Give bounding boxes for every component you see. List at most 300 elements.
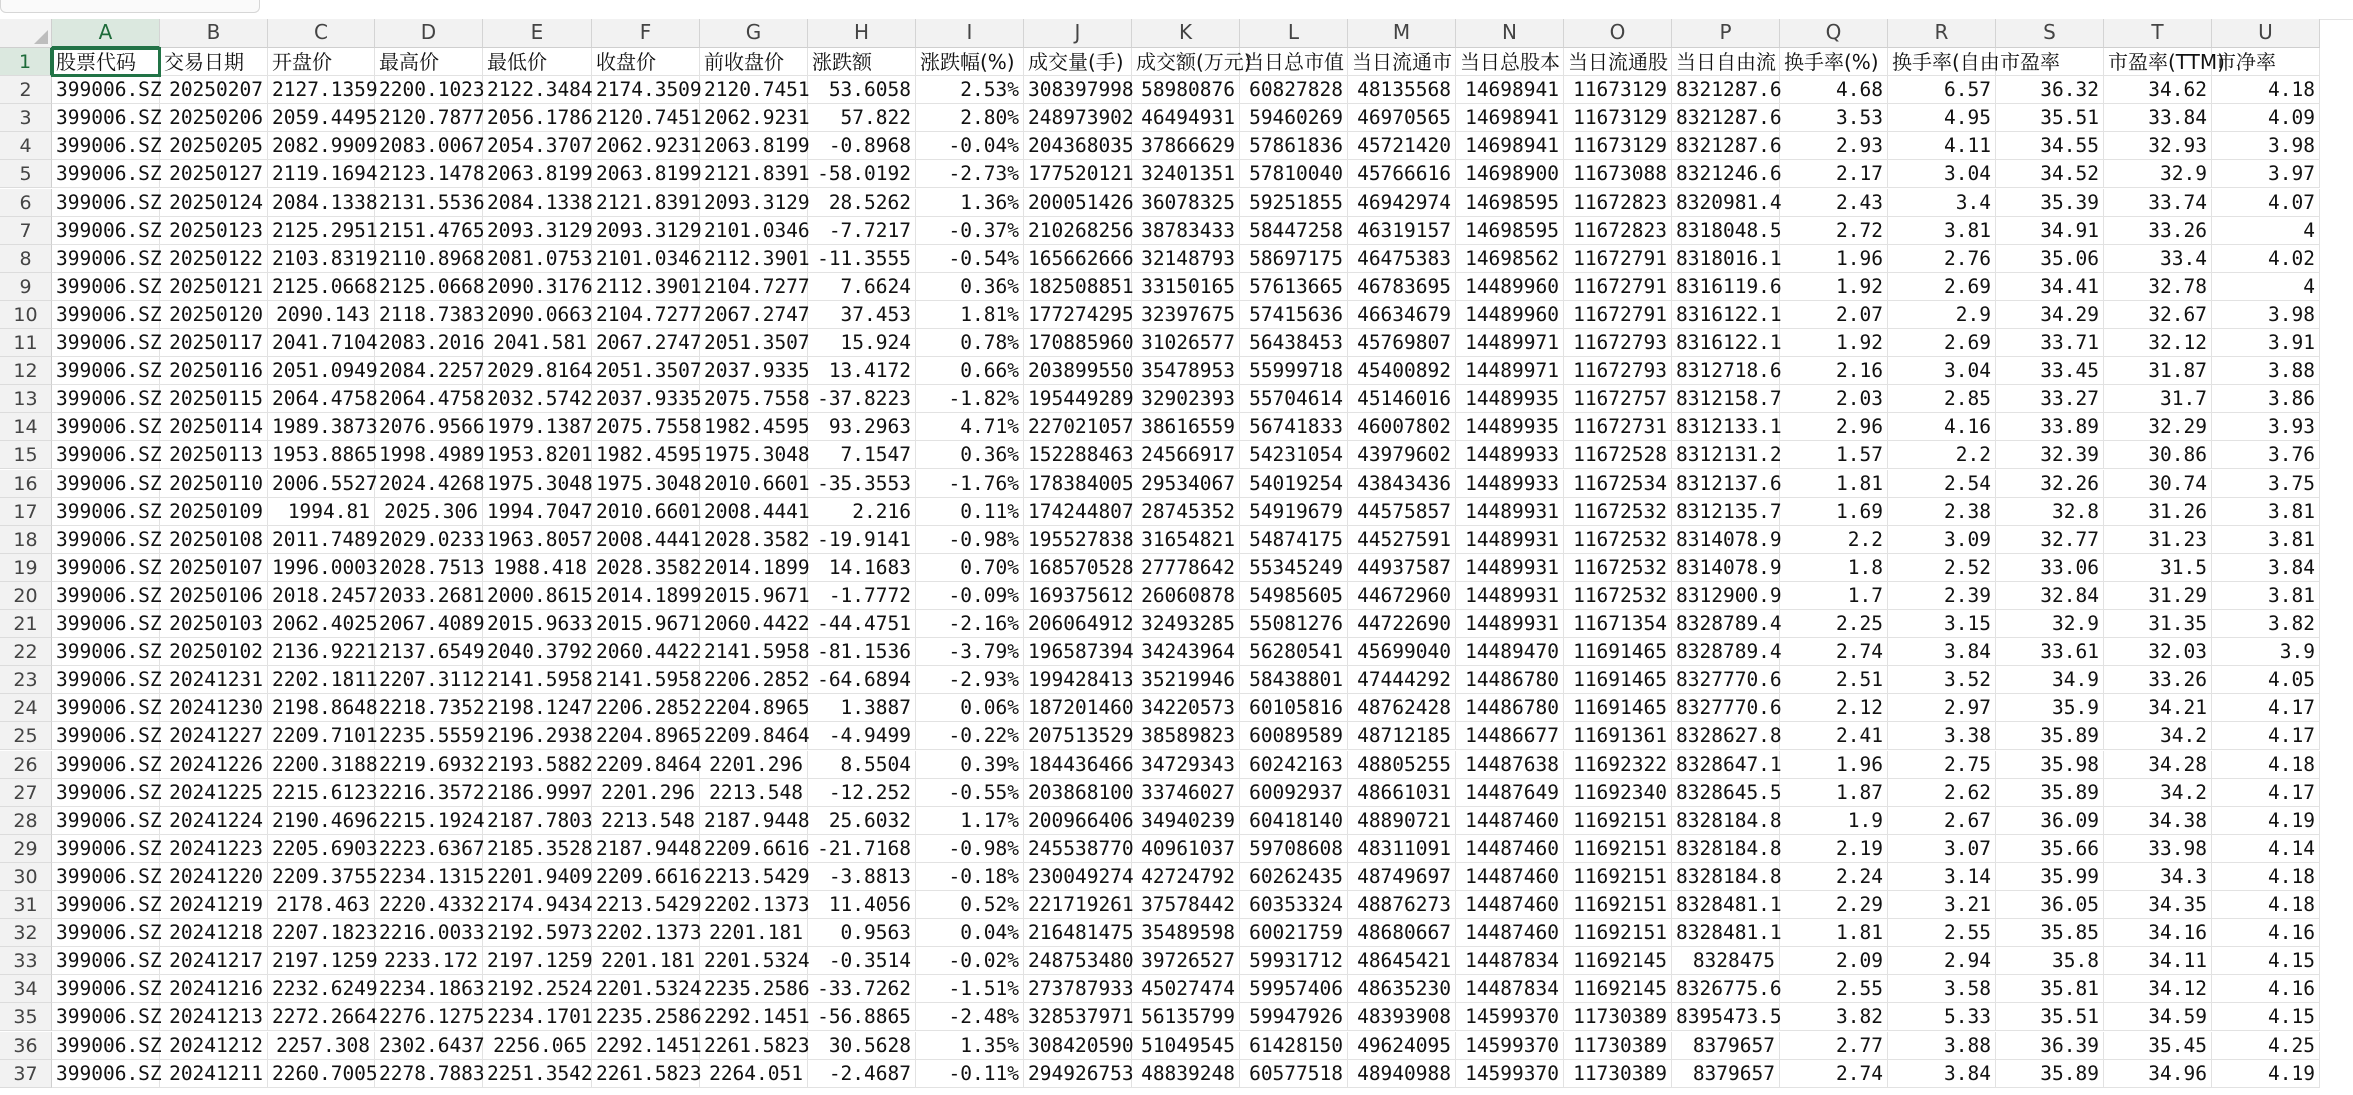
row-header-5[interactable]: 5 [0, 160, 52, 188]
cell-i9[interactable]: 0.36% [916, 273, 1024, 301]
cell-b26[interactable]: 20241226 [160, 751, 268, 779]
cell-l5[interactable]: 57810040 [1240, 160, 1348, 188]
cell-b8[interactable]: 20250122 [160, 245, 268, 273]
cell-i36[interactable]: 1.35% [916, 1032, 1024, 1060]
cell-j21[interactable]: 206064912 [1024, 610, 1132, 638]
cell-b4[interactable]: 20250205 [160, 132, 268, 160]
cell-q11[interactable]: 1.92 [1780, 329, 1888, 357]
cell-a2[interactable]: 399006.SZ [52, 76, 160, 104]
cell-l21[interactable]: 55081276 [1240, 610, 1348, 638]
cell-k11[interactable]: 31026577 [1132, 329, 1240, 357]
cell-f3[interactable]: 2120.7451 [592, 104, 700, 132]
cell-g32[interactable]: 2201.181 [700, 919, 808, 947]
cell-c29[interactable]: 2205.6903 [268, 835, 375, 863]
cell-h4[interactable]: -0.8968 [808, 132, 916, 160]
cell-s28[interactable]: 36.09 [1996, 807, 2104, 835]
cell-j29[interactable]: 245538770 [1024, 835, 1132, 863]
select-all-corner[interactable] [0, 19, 52, 48]
cell-a8[interactable]: 399006.SZ [52, 245, 160, 273]
row-header-37[interactable]: 37 [0, 1060, 52, 1088]
cell-b37[interactable]: 20241211 [160, 1060, 268, 1088]
cell-j2[interactable]: 308397998 [1024, 76, 1132, 104]
cell-u23[interactable]: 4.05 [2212, 666, 2320, 694]
cell-r34[interactable]: 3.58 [1888, 975, 1996, 1003]
cell-t19[interactable]: 31.5 [2104, 554, 2212, 582]
cell-g20[interactable]: 2015.9671 [700, 582, 808, 610]
cell-n7[interactable]: 14698595 [1456, 217, 1564, 245]
cell-h16[interactable]: -35.3553 [808, 470, 916, 498]
cell-d27[interactable]: 2216.3572 [375, 779, 483, 807]
cell-t6[interactable]: 33.74 [2104, 189, 2212, 217]
cell-t20[interactable]: 31.29 [2104, 582, 2212, 610]
cell-d29[interactable]: 2223.6367 [375, 835, 483, 863]
cell-p4[interactable]: 8321287.6 [1672, 132, 1780, 160]
cell-o19[interactable]: 11672532 [1564, 554, 1672, 582]
cell-o22[interactable]: 11691465 [1564, 638, 1672, 666]
column-header-h[interactable]: H [808, 19, 916, 48]
column-header-d[interactable]: D [375, 19, 483, 48]
cell-r4[interactable]: 4.11 [1888, 132, 1996, 160]
cell-e29[interactable]: 2185.3528 [483, 835, 592, 863]
cell-f8[interactable]: 2101.0346 [592, 245, 700, 273]
cell-a14[interactable]: 399006.SZ [52, 413, 160, 441]
cell-m1[interactable]: 当日流通市 [1348, 48, 1456, 76]
cell-o26[interactable]: 11692322 [1564, 751, 1672, 779]
cell-u36[interactable]: 4.25 [2212, 1032, 2320, 1060]
cell-e32[interactable]: 2192.5973 [483, 919, 592, 947]
cell-d1[interactable]: 最高价 [375, 48, 483, 76]
row-header-8[interactable]: 8 [0, 245, 52, 273]
column-header-a[interactable]: A [52, 19, 160, 48]
cell-a15[interactable]: 399006.SZ [52, 441, 160, 469]
row-header-3[interactable]: 3 [0, 104, 52, 132]
cell-p14[interactable]: 8312133.1 [1672, 413, 1780, 441]
cell-d21[interactable]: 2067.4089 [375, 610, 483, 638]
cell-g2[interactable]: 2120.7451 [700, 76, 808, 104]
cell-m2[interactable]: 48135568 [1348, 76, 1456, 104]
cell-c11[interactable]: 2041.7104 [268, 329, 375, 357]
cell-m21[interactable]: 44722690 [1348, 610, 1456, 638]
cell-u22[interactable]: 3.9 [2212, 638, 2320, 666]
cell-g28[interactable]: 2187.9448 [700, 807, 808, 835]
cell-n29[interactable]: 14487460 [1456, 835, 1564, 863]
cell-r37[interactable]: 3.84 [1888, 1060, 1996, 1088]
cell-o23[interactable]: 11691465 [1564, 666, 1672, 694]
cell-s32[interactable]: 35.85 [1996, 919, 2104, 947]
cell-f12[interactable]: 2051.3507 [592, 357, 700, 385]
cell-c7[interactable]: 2125.2951 [268, 217, 375, 245]
cell-k27[interactable]: 33746027 [1132, 779, 1240, 807]
cell-g19[interactable]: 2014.1899 [700, 554, 808, 582]
cell-q21[interactable]: 2.25 [1780, 610, 1888, 638]
cell-f20[interactable]: 2014.1899 [592, 582, 700, 610]
cell-b15[interactable]: 20250113 [160, 441, 268, 469]
cell-u2[interactable]: 4.18 [2212, 76, 2320, 104]
cell-d12[interactable]: 2084.2257 [375, 357, 483, 385]
cell-i13[interactable]: -1.82% [916, 385, 1024, 413]
cell-j37[interactable]: 294926753 [1024, 1060, 1132, 1088]
cell-m31[interactable]: 48876273 [1348, 891, 1456, 919]
cell-k6[interactable]: 36078325 [1132, 189, 1240, 217]
cell-p36[interactable]: 8379657 [1672, 1032, 1780, 1060]
cell-g7[interactable]: 2101.0346 [700, 217, 808, 245]
cell-j24[interactable]: 187201460 [1024, 694, 1132, 722]
cell-l35[interactable]: 59947926 [1240, 1003, 1348, 1031]
cell-d2[interactable]: 2200.1023 [375, 76, 483, 104]
cell-o29[interactable]: 11692151 [1564, 835, 1672, 863]
cell-f14[interactable]: 2075.7558 [592, 413, 700, 441]
cell-h25[interactable]: -4.9499 [808, 722, 916, 750]
cell-b25[interactable]: 20241227 [160, 722, 268, 750]
cell-p9[interactable]: 8316119.6 [1672, 273, 1780, 301]
row-header-4[interactable]: 4 [0, 132, 52, 160]
row-header-7[interactable]: 7 [0, 217, 52, 245]
cell-a27[interactable]: 399006.SZ [52, 779, 160, 807]
column-header-m[interactable]: M [1348, 19, 1456, 48]
cell-o37[interactable]: 11730389 [1564, 1060, 1672, 1088]
cell-b14[interactable]: 20250114 [160, 413, 268, 441]
row-header-17[interactable]: 17 [0, 498, 52, 526]
cell-p23[interactable]: 8327770.6 [1672, 666, 1780, 694]
cell-u17[interactable]: 3.81 [2212, 498, 2320, 526]
cell-r19[interactable]: 2.52 [1888, 554, 1996, 582]
cell-j3[interactable]: 248973902 [1024, 104, 1132, 132]
cell-l4[interactable]: 57861836 [1240, 132, 1348, 160]
cell-p2[interactable]: 8321287.6 [1672, 76, 1780, 104]
cell-g24[interactable]: 2204.8965 [700, 694, 808, 722]
cell-t4[interactable]: 32.93 [2104, 132, 2212, 160]
cell-f18[interactable]: 2008.4441 [592, 526, 700, 554]
column-header-k[interactable]: K [1132, 19, 1240, 48]
cell-h6[interactable]: 28.5262 [808, 189, 916, 217]
cell-f11[interactable]: 2067.2747 [592, 329, 700, 357]
cell-o9[interactable]: 11672791 [1564, 273, 1672, 301]
cell-i30[interactable]: -0.18% [916, 863, 1024, 891]
cell-k37[interactable]: 48839248 [1132, 1060, 1240, 1088]
cell-e2[interactable]: 2122.3484 [483, 76, 592, 104]
cell-a22[interactable]: 399006.SZ [52, 638, 160, 666]
cell-a30[interactable]: 399006.SZ [52, 863, 160, 891]
cell-r5[interactable]: 3.04 [1888, 160, 1996, 188]
cell-h9[interactable]: 7.6624 [808, 273, 916, 301]
cell-b13[interactable]: 20250115 [160, 385, 268, 413]
cell-f25[interactable]: 2204.8965 [592, 722, 700, 750]
cell-j18[interactable]: 195527838 [1024, 526, 1132, 554]
cell-a1[interactable]: 股票代码 [52, 48, 160, 76]
cell-l13[interactable]: 55704614 [1240, 385, 1348, 413]
cell-h10[interactable]: 37.453 [808, 301, 916, 329]
cell-q24[interactable]: 2.12 [1780, 694, 1888, 722]
cell-d26[interactable]: 2219.6932 [375, 751, 483, 779]
cell-k26[interactable]: 34729343 [1132, 751, 1240, 779]
cell-s11[interactable]: 33.71 [1996, 329, 2104, 357]
cell-u20[interactable]: 3.81 [2212, 582, 2320, 610]
cell-r36[interactable]: 3.88 [1888, 1032, 1996, 1060]
column-header-b[interactable]: B [160, 19, 268, 48]
cell-u4[interactable]: 3.98 [2212, 132, 2320, 160]
cell-l7[interactable]: 58447258 [1240, 217, 1348, 245]
cell-o1[interactable]: 当日流通股 [1564, 48, 1672, 76]
cell-r14[interactable]: 4.16 [1888, 413, 1996, 441]
cell-e33[interactable]: 2197.1259 [483, 947, 592, 975]
cell-p1[interactable]: 当日自由流 [1672, 48, 1780, 76]
cell-m35[interactable]: 48393908 [1348, 1003, 1456, 1031]
cell-n12[interactable]: 14489971 [1456, 357, 1564, 385]
cell-a26[interactable]: 399006.SZ [52, 751, 160, 779]
cell-j34[interactable]: 273787933 [1024, 975, 1132, 1003]
cell-k24[interactable]: 34220573 [1132, 694, 1240, 722]
cell-f33[interactable]: 2201.181 [592, 947, 700, 975]
cell-s27[interactable]: 35.89 [1996, 779, 2104, 807]
cell-t9[interactable]: 32.78 [2104, 273, 2212, 301]
cell-f19[interactable]: 2028.3582 [592, 554, 700, 582]
cell-l24[interactable]: 60105816 [1240, 694, 1348, 722]
cell-q22[interactable]: 2.74 [1780, 638, 1888, 666]
cell-k17[interactable]: 28745352 [1132, 498, 1240, 526]
row-header-26[interactable]: 26 [0, 751, 52, 779]
cell-b5[interactable]: 20250127 [160, 160, 268, 188]
cell-t36[interactable]: 35.45 [2104, 1032, 2212, 1060]
cell-p31[interactable]: 8328481.1 [1672, 891, 1780, 919]
cell-f36[interactable]: 2292.1451 [592, 1032, 700, 1060]
cell-d4[interactable]: 2083.0067 [375, 132, 483, 160]
cell-a6[interactable]: 399006.SZ [52, 189, 160, 217]
cell-m22[interactable]: 45699040 [1348, 638, 1456, 666]
cell-f7[interactable]: 2093.3129 [592, 217, 700, 245]
cell-k13[interactable]: 32902393 [1132, 385, 1240, 413]
cell-d35[interactable]: 2276.1275 [375, 1003, 483, 1031]
cell-r26[interactable]: 2.75 [1888, 751, 1996, 779]
cell-p29[interactable]: 8328184.8 [1672, 835, 1780, 863]
cell-c35[interactable]: 2272.2664 [268, 1003, 375, 1031]
cell-e24[interactable]: 2198.1247 [483, 694, 592, 722]
row-header-12[interactable]: 12 [0, 357, 52, 385]
row-header-11[interactable]: 11 [0, 329, 52, 357]
cell-d14[interactable]: 2076.9566 [375, 413, 483, 441]
cell-u34[interactable]: 4.16 [2212, 975, 2320, 1003]
cell-b11[interactable]: 20250117 [160, 329, 268, 357]
cell-l16[interactable]: 54019254 [1240, 470, 1348, 498]
cell-f28[interactable]: 2213.548 [592, 807, 700, 835]
cell-p21[interactable]: 8328789.4 [1672, 610, 1780, 638]
cell-r23[interactable]: 3.52 [1888, 666, 1996, 694]
row-header-20[interactable]: 20 [0, 582, 52, 610]
cell-m24[interactable]: 48762428 [1348, 694, 1456, 722]
cell-p30[interactable]: 8328184.8 [1672, 863, 1780, 891]
cell-l28[interactable]: 60418140 [1240, 807, 1348, 835]
cell-b19[interactable]: 20250107 [160, 554, 268, 582]
cell-j1[interactable]: 成交量(手) [1024, 48, 1132, 76]
cell-p26[interactable]: 8328647.1 [1672, 751, 1780, 779]
cell-m27[interactable]: 48661031 [1348, 779, 1456, 807]
cell-t28[interactable]: 34.38 [2104, 807, 2212, 835]
cell-g6[interactable]: 2093.3129 [700, 189, 808, 217]
cell-o28[interactable]: 11692151 [1564, 807, 1672, 835]
cell-n17[interactable]: 14489931 [1456, 498, 1564, 526]
cell-c27[interactable]: 2215.6123 [268, 779, 375, 807]
cell-e20[interactable]: 2000.8615 [483, 582, 592, 610]
cell-k8[interactable]: 32148793 [1132, 245, 1240, 273]
cell-c18[interactable]: 2011.7489 [268, 526, 375, 554]
cell-g23[interactable]: 2206.2852 [700, 666, 808, 694]
cell-e12[interactable]: 2029.8164 [483, 357, 592, 385]
cell-c16[interactable]: 2006.5527 [268, 470, 375, 498]
cell-d31[interactable]: 2220.4332 [375, 891, 483, 919]
cell-u18[interactable]: 3.81 [2212, 526, 2320, 554]
cell-a4[interactable]: 399006.SZ [52, 132, 160, 160]
cell-r22[interactable]: 3.84 [1888, 638, 1996, 666]
row-header-1[interactable]: 1 [0, 48, 52, 76]
cell-o33[interactable]: 11692145 [1564, 947, 1672, 975]
cell-m32[interactable]: 48680667 [1348, 919, 1456, 947]
cell-j11[interactable]: 170885960 [1024, 329, 1132, 357]
cell-p16[interactable]: 8312137.6 [1672, 470, 1780, 498]
cell-l15[interactable]: 54231054 [1240, 441, 1348, 469]
cell-q16[interactable]: 1.81 [1780, 470, 1888, 498]
cell-m34[interactable]: 48635230 [1348, 975, 1456, 1003]
cell-m3[interactable]: 46970565 [1348, 104, 1456, 132]
cell-d23[interactable]: 2207.3112 [375, 666, 483, 694]
cell-a21[interactable]: 399006.SZ [52, 610, 160, 638]
cell-t8[interactable]: 33.4 [2104, 245, 2212, 273]
cell-o35[interactable]: 11730389 [1564, 1003, 1672, 1031]
cell-g36[interactable]: 2261.5823 [700, 1032, 808, 1060]
cell-r33[interactable]: 2.94 [1888, 947, 1996, 975]
cell-q19[interactable]: 1.8 [1780, 554, 1888, 582]
cell-j30[interactable]: 230049274 [1024, 863, 1132, 891]
cell-c10[interactable]: 2090.143 [268, 301, 375, 329]
cell-c23[interactable]: 2202.1811 [268, 666, 375, 694]
cell-l1[interactable]: 当日总市值 [1240, 48, 1348, 76]
cell-d33[interactable]: 2233.172 [375, 947, 483, 975]
cell-m25[interactable]: 48712185 [1348, 722, 1456, 750]
cell-h12[interactable]: 13.4172 [808, 357, 916, 385]
cell-o3[interactable]: 11673129 [1564, 104, 1672, 132]
column-header-g[interactable]: G [700, 19, 808, 48]
cell-u30[interactable]: 4.18 [2212, 863, 2320, 891]
cell-k16[interactable]: 29534067 [1132, 470, 1240, 498]
cell-d17[interactable]: 2025.306 [375, 498, 483, 526]
cell-k30[interactable]: 42724792 [1132, 863, 1240, 891]
row-header-21[interactable]: 21 [0, 610, 52, 638]
cell-u14[interactable]: 3.93 [2212, 413, 2320, 441]
cell-e10[interactable]: 2090.0663 [483, 301, 592, 329]
cell-n36[interactable]: 14599370 [1456, 1032, 1564, 1060]
cell-t1[interactable]: 市盈率(TTM) [2104, 48, 2212, 76]
cell-r11[interactable]: 2.69 [1888, 329, 1996, 357]
cell-n14[interactable]: 14489935 [1456, 413, 1564, 441]
cell-n9[interactable]: 14489960 [1456, 273, 1564, 301]
cell-t14[interactable]: 32.29 [2104, 413, 2212, 441]
cell-g25[interactable]: 2209.8464 [700, 722, 808, 750]
cell-s13[interactable]: 33.27 [1996, 385, 2104, 413]
cell-i35[interactable]: -2.48% [916, 1003, 1024, 1031]
cell-f35[interactable]: 2235.2586 [592, 1003, 700, 1031]
cell-d13[interactable]: 2064.4758 [375, 385, 483, 413]
cell-p12[interactable]: 8312718.6 [1672, 357, 1780, 385]
cell-a13[interactable]: 399006.SZ [52, 385, 160, 413]
cell-i24[interactable]: 0.06% [916, 694, 1024, 722]
cell-p13[interactable]: 8312158.7 [1672, 385, 1780, 413]
cell-c8[interactable]: 2103.8319 [268, 245, 375, 273]
cell-o10[interactable]: 11672791 [1564, 301, 1672, 329]
column-header-p[interactable]: P [1672, 19, 1780, 48]
cell-n16[interactable]: 14489933 [1456, 470, 1564, 498]
cell-f16[interactable]: 1975.3048 [592, 470, 700, 498]
cell-k10[interactable]: 32397675 [1132, 301, 1240, 329]
cell-g4[interactable]: 2063.8199 [700, 132, 808, 160]
row-header-2[interactable]: 2 [0, 76, 52, 104]
cell-e25[interactable]: 2196.2938 [483, 722, 592, 750]
cell-e35[interactable]: 2234.1701 [483, 1003, 592, 1031]
cell-g10[interactable]: 2067.2747 [700, 301, 808, 329]
cell-s1[interactable]: 市盈率 [1996, 48, 2104, 76]
cell-o27[interactable]: 11692340 [1564, 779, 1672, 807]
cell-t30[interactable]: 34.3 [2104, 863, 2212, 891]
cell-h28[interactable]: 25.6032 [808, 807, 916, 835]
cell-a7[interactable]: 399006.SZ [52, 217, 160, 245]
cell-m23[interactable]: 47444292 [1348, 666, 1456, 694]
cell-n1[interactable]: 当日总股本 [1456, 48, 1564, 76]
cell-q2[interactable]: 4.68 [1780, 76, 1888, 104]
cell-j8[interactable]: 165662666 [1024, 245, 1132, 273]
cell-s17[interactable]: 32.8 [1996, 498, 2104, 526]
cell-h21[interactable]: -44.4751 [808, 610, 916, 638]
cell-c28[interactable]: 2190.4696 [268, 807, 375, 835]
cell-p15[interactable]: 8312131.2 [1672, 441, 1780, 469]
cell-q20[interactable]: 1.7 [1780, 582, 1888, 610]
cell-p19[interactable]: 8314078.9 [1672, 554, 1780, 582]
cell-s26[interactable]: 35.98 [1996, 751, 2104, 779]
cell-q25[interactable]: 2.41 [1780, 722, 1888, 750]
cell-i15[interactable]: 0.36% [916, 441, 1024, 469]
cell-m11[interactable]: 45769807 [1348, 329, 1456, 357]
cell-h34[interactable]: -33.7262 [808, 975, 916, 1003]
cell-t34[interactable]: 34.12 [2104, 975, 2212, 1003]
cell-s6[interactable]: 35.39 [1996, 189, 2104, 217]
cell-p11[interactable]: 8316122.1 [1672, 329, 1780, 357]
cell-t10[interactable]: 32.67 [2104, 301, 2212, 329]
cell-t27[interactable]: 34.2 [2104, 779, 2212, 807]
cell-e8[interactable]: 2081.0753 [483, 245, 592, 273]
cell-i12[interactable]: 0.66% [916, 357, 1024, 385]
cell-b10[interactable]: 20250120 [160, 301, 268, 329]
cell-f26[interactable]: 2209.8464 [592, 751, 700, 779]
cell-p24[interactable]: 8327770.6 [1672, 694, 1780, 722]
column-header-f[interactable]: F [592, 19, 700, 48]
cell-n4[interactable]: 14698941 [1456, 132, 1564, 160]
cell-i3[interactable]: 2.80% [916, 104, 1024, 132]
cell-l20[interactable]: 54985605 [1240, 582, 1348, 610]
cell-p37[interactable]: 8379657 [1672, 1060, 1780, 1088]
cell-n26[interactable]: 14487638 [1456, 751, 1564, 779]
cell-p8[interactable]: 8318016.1 [1672, 245, 1780, 273]
cell-j19[interactable]: 168570528 [1024, 554, 1132, 582]
cell-b29[interactable]: 20241223 [160, 835, 268, 863]
cell-u24[interactable]: 4.17 [2212, 694, 2320, 722]
cell-o4[interactable]: 11673129 [1564, 132, 1672, 160]
cell-n19[interactable]: 14489931 [1456, 554, 1564, 582]
cell-g1[interactable]: 前收盘价 [700, 48, 808, 76]
cell-n5[interactable]: 14698900 [1456, 160, 1564, 188]
cell-s5[interactable]: 34.52 [1996, 160, 2104, 188]
cell-e26[interactable]: 2193.5882 [483, 751, 592, 779]
cell-i23[interactable]: -2.93% [916, 666, 1024, 694]
cell-h11[interactable]: 15.924 [808, 329, 916, 357]
cell-h19[interactable]: 14.1683 [808, 554, 916, 582]
cell-s31[interactable]: 36.05 [1996, 891, 2104, 919]
cell-q1[interactable]: 换手率(%) [1780, 48, 1888, 76]
